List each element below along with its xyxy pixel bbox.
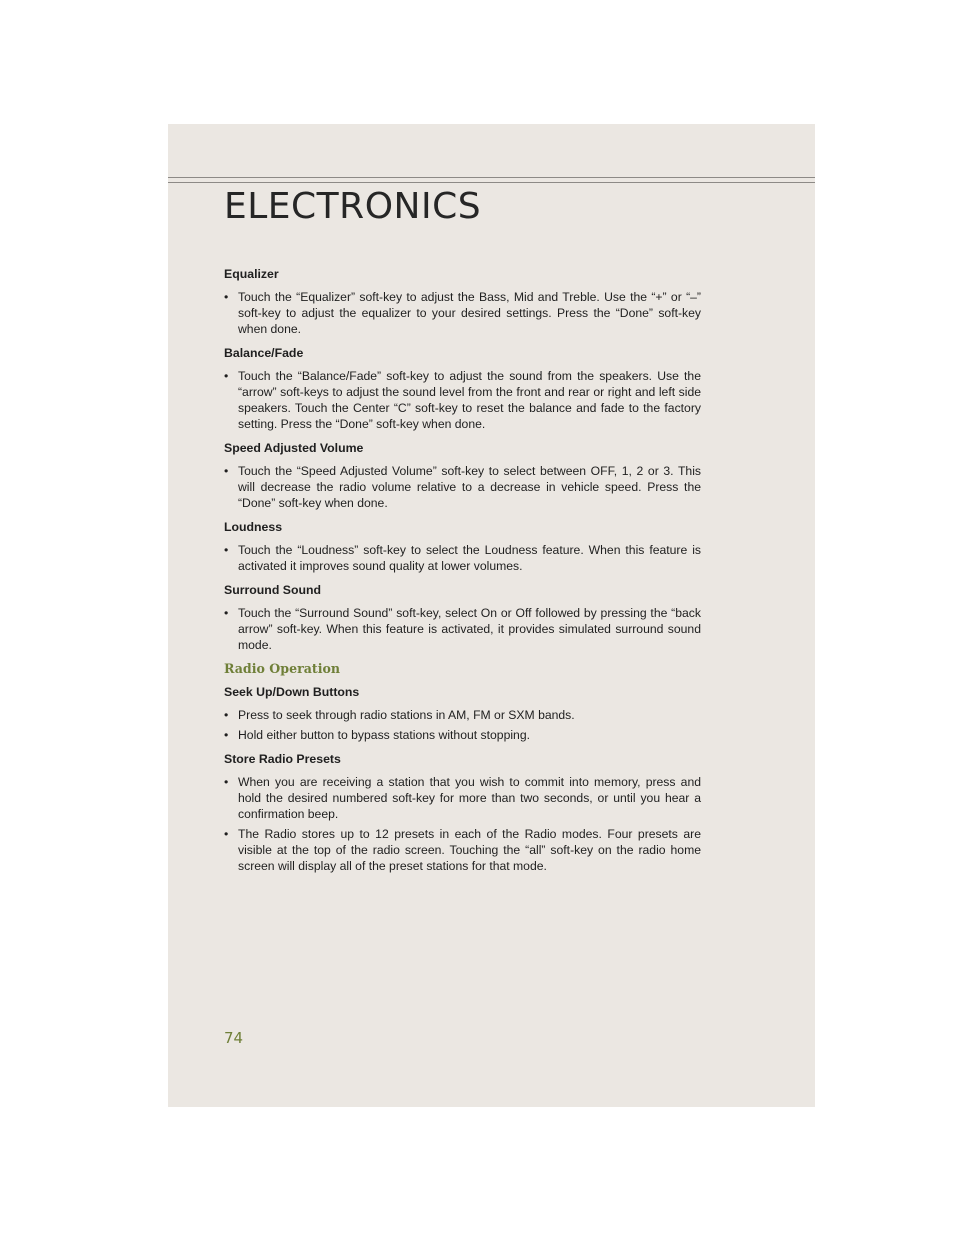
bullet-list: [224, 542, 701, 574]
bullet-item: • Touch the “Equalizer” soft-key to adjust the Bass, Mid and Treble. Use the “+” or “–” soft-key to adjust the equalizer to your desired settings. Press the “Done” soft-key when done.: [224, 289, 701, 337]
manual-page: [168, 124, 815, 1107]
page-number: 74: [224, 1029, 244, 1047]
section-heading: Balance/Fade: [224, 346, 304, 360]
bullet-list: [224, 368, 701, 432]
section-heading: Store Radio Presets: [224, 752, 341, 766]
header-rule-bottom: [168, 182, 815, 183]
section-speed-adjusted-volume: [224, 440, 701, 511]
section-heading: Seek Up/Down Buttons: [224, 685, 360, 699]
bullet-list: [224, 463, 701, 511]
section-seek-buttons: [224, 684, 701, 743]
page-title: ELECTRONICS: [224, 186, 482, 227]
bullet-item: • The Radio stores up to 12 presets in each of the Radio modes. Four presets are visible at the top of the radio screen. Touching the “all” soft-key on the radio home screen will display all of the preset stations for that mode.: [224, 826, 701, 874]
radio-operation-heading: Radio Operation: [224, 661, 341, 676]
section-equalizer: [224, 266, 701, 337]
bullet-item: • Press to seek through radio stations in AM, FM or SXM bands.: [224, 707, 701, 723]
bullet-item: • When you are receiving a station that you wish to commit into memory, press and hold the desired numbered soft-key for more than two seconds, or until you hear a confirmation beep.: [224, 774, 701, 822]
section-heading: Speed Adjusted Volume: [224, 441, 364, 455]
section-heading: Surround Sound: [224, 583, 321, 597]
section-heading: Equalizer: [224, 267, 279, 281]
bullet-item: • Touch the “Speed Adjusted Volume” soft-key to select between OFF, 1, 2 or 3. This will decrease the radio volume relative to a decrease in vehicle speed. Press the “Done” soft-key when done.: [224, 463, 701, 511]
bullet-list: [224, 707, 701, 743]
section-loudness: [224, 519, 701, 574]
bullet-list: [224, 774, 701, 874]
header-rule-top: [168, 177, 815, 178]
bullet-item: • Touch the “Loudness” soft-key to select the Loudness feature. When this feature is activated it improves sound quality at lower volumes.: [224, 542, 701, 574]
section-balance-fade: [224, 345, 701, 432]
page-content: [224, 266, 701, 882]
section-heading: Loudness: [224, 520, 283, 534]
bullet-item: • Hold either button to bypass stations without stopping.: [224, 727, 701, 743]
bullet-list: [224, 289, 701, 337]
bullet-item: • Touch the “Surround Sound” soft-key, select On or Off followed by pressing the “back arrow” soft-key. When this feature is activated, it provides simulated surround sound mode.: [224, 605, 701, 653]
bullet-list: [224, 605, 701, 653]
section-surround-sound: [224, 582, 701, 653]
bullet-item: • Touch the “Balance/Fade” soft-key to adjust the sound from the speakers. Use the “arrow” soft-keys to adjust the sound level from the front and rear or right and left side speakers. Touch the Center “C” soft-key to reset the balance and fade to the factory setting. Press the “Done” soft-key when done.: [224, 368, 701, 432]
section-store-presets: [224, 751, 701, 874]
